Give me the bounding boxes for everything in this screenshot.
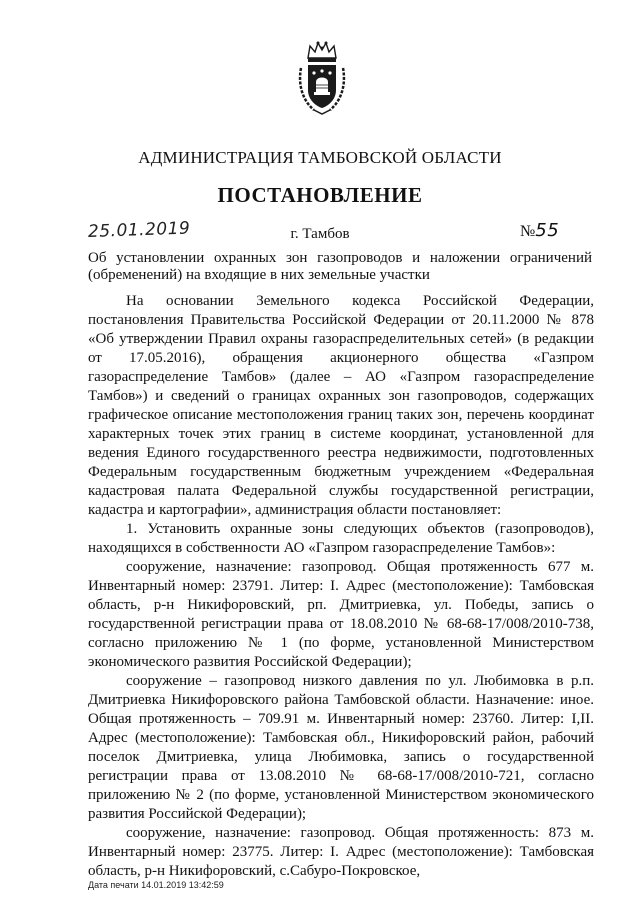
document-subject: Об установлении охранных зон газопроводов и наложении ограничений (обременений) на входящие в них земельные участки bbox=[88, 250, 592, 283]
document-type-heading: ПОСТАНОВЛЕНИЕ bbox=[217, 183, 423, 207]
coat-of-arms-icon bbox=[296, 40, 348, 116]
body-paragraph: сооружение – газопровод низкого давления по ул. Любимовка в р.п. Дмитриевка Никифоровского района Тамбовской области. Назначение: иное. Общая протяженность – 709.91 м. Инвентарный номер: 23760. Литер: I,II. Адрес (местоположение): Тамбовская обл., Никифоровский район, рабочий поселок Дмитриевка, улица Любимовка, запись о государственной регистрации права от 13.08.2010 № 68-68-17/008/2010-721, согласно приложению № 2 (по форме, установленной Министерством экономического развития Российской Федерации); bbox=[88, 673, 594, 822]
number-handwritten: 55 bbox=[535, 220, 560, 241]
body-paragraph: На основании Земельного кодекса Российской Федерации, постановления Правительства Российской Федерации от 20.11.2000 № 878 «Об утверждении Правил охраны газораспределительных сетей» (в редакции от 17.05.2016), обращения акционерного общества «Газпром газораспределение Тамбов» (далее – АО «Газпром газораспределение Тамбов») и сведений о границах охранных зон газопроводов, содержащих графическое описание местоположения границ таких зон, перечень координат характерных точек этих границ в системе координат, установленной для ведения Единого государственного реестра недвижимости, подготовленных Федеральным государственным бюджетным учреждением «Федеральная кадастровая палата Федеральной службы государственной регистрации, кадастра и картографии», администрация области постановляет: bbox=[88, 293, 594, 518]
number-sign: № bbox=[520, 223, 536, 240]
print-date-footer: Дата печати 14.01.2019 13:42:59 bbox=[88, 880, 224, 890]
body-paragraph: 1. Установить охранные зоны следующих объектов (газопроводов), находящихся в собственности АО «Газпром газораспределение Тамбов»: bbox=[88, 521, 594, 556]
organization-title: АДМИНИСТРАЦИЯ ТАМБОВСКОЙ ОБЛАСТИ bbox=[138, 148, 502, 167]
document-number bbox=[520, 220, 559, 241]
city-label: г. Тамбов bbox=[290, 226, 350, 242]
coat-of-arms-emblem bbox=[296, 40, 348, 116]
body-paragraph: сооружение, назначение: газопровод. Общая протяженность 677 м. Инвентарный номер: 23791. Литер: I. Адрес (местоположение): Тамбовская область, р-н Никифоровский, рп. Дмитриевка, ул. Победы, запись о государственной регистрации права от 18.08.2010 № 68-68-17/008/2010-738, согласно приложению № 1 (по форме, установленной Министерством экономического развития Российской Федерации); bbox=[88, 559, 594, 670]
document-body bbox=[88, 292, 594, 881]
body-paragraph: сооружение, назначение: газопровод. Общая протяженность: 873 м. Инвентарный номер: 23775. Литер: I. Адрес (местоположение): Тамбовская область, р-н Никифоровский, с.Сабуро-Покровское, bbox=[88, 825, 594, 879]
document-date-handwritten: 25.01.2019 bbox=[87, 218, 191, 242]
